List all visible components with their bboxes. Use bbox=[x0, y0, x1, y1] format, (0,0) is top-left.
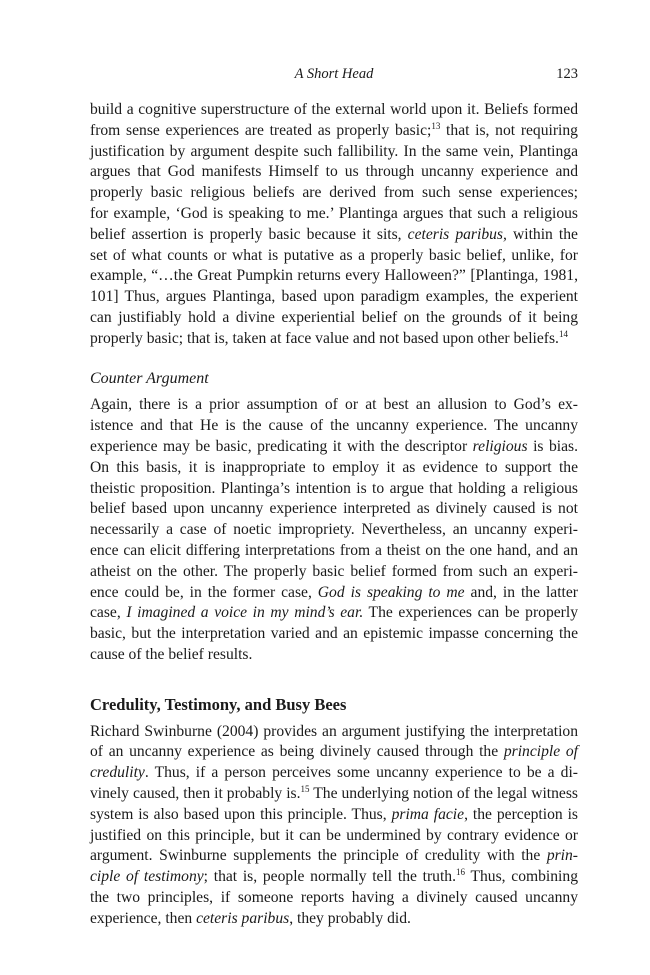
text-line: vinely caused, then it probably is.$^{15}$ The underlying notion of the legal witness bbox=[90, 783, 578, 802]
text-line: can justifiably hold a divine experiential belief on the grounds of it being bbox=[90, 308, 578, 326]
text-line: istence and that He is the cause of the uncanny experience. The uncanny bbox=[90, 417, 578, 435]
text-line: example, “…the Great Pumpkin returns every Halloween?” [Plantinga, 1981, bbox=[90, 267, 578, 285]
running-head bbox=[90, 66, 578, 86]
text-line: basic, but the interpretation varied and an epistemic impasse concerning the bbox=[90, 625, 578, 643]
text-line: system is also based upon this principle. Thus, prima facie, the perception is bbox=[90, 805, 578, 823]
text-line: ciple of testimony; that is, people normally tell the truth.$^{16}$ Thus, combining bbox=[90, 867, 578, 886]
text-line: set of what counts or what is putative as a properly basic belief, unlike, for bbox=[90, 246, 578, 264]
footnote-ref-16: 16 bbox=[456, 867, 466, 878]
paragraph-plantinga bbox=[90, 100, 578, 350]
text-line: argument. Swinburne supplements the principle of credulity with the prin- bbox=[90, 847, 578, 865]
section-heading: Credulity, Testimony, and Busy Bees bbox=[90, 694, 347, 714]
text-line: from sense experiences are treated as properly basic;$^{13}$ that is, not requiring bbox=[90, 120, 578, 139]
text-line: experience may be basic, predicating it with the descriptor religious is bias. bbox=[90, 437, 579, 455]
text-line: credulity. Thus, if a person perceives some uncanny experience to be a di- bbox=[90, 764, 578, 782]
text-line: 101] Thus, argues Plantinga, based upon paradigm examples, the experient bbox=[90, 288, 578, 306]
text-line: Again, there is a prior assumption of or at best an allusion to God’s ex- bbox=[90, 396, 578, 414]
text-line: belief based upon uncanny experience interpreted as divinely caused is not bbox=[90, 500, 578, 518]
paragraph-counter-argument bbox=[90, 395, 578, 665]
paragraph-swinburne bbox=[90, 722, 578, 930]
running-title: A Short Head bbox=[294, 66, 374, 82]
text-line: the two principles, if someone reports having a divinely caused uncanny bbox=[90, 888, 578, 906]
text-line: justification by argument despite such fallibility. In the same vein, Plantinga bbox=[90, 142, 578, 160]
text-line: belief assertion is properly basic because it sits, ceteris paribus, within the bbox=[90, 225, 578, 243]
footnote-ref-15: 15 bbox=[300, 783, 310, 794]
text-line: properly basic; that is, taken at face value and not based upon other beliefs.$^{14}$ bbox=[90, 328, 568, 347]
text-line: necessarily a case of noetic impropriety. Nevertheless, an uncanny experi- bbox=[90, 521, 578, 539]
text-line: cause of the belief results. bbox=[90, 645, 253, 663]
page-number: 123 bbox=[556, 66, 578, 82]
text-line: ence could be, in the former case, God is speaking to me and, in the latter bbox=[90, 583, 579, 601]
text-line: build a cognitive superstructure of the external world upon it. Beliefs formed bbox=[90, 101, 578, 118]
text-line: theistic proposition. Plantinga’s intention is to argue that holding a religious bbox=[90, 479, 578, 497]
text-line: atheist on the other. The properly basic belief formed from such an experi- bbox=[90, 562, 578, 580]
text-line: properly basic religious beliefs are derived from such sense experiences; bbox=[90, 184, 578, 202]
text-line: of an uncanny experience as being divinely caused through the principle of bbox=[90, 743, 578, 761]
text-line: experience, then ceteris paribus, they probably did. bbox=[90, 909, 411, 927]
text-line: Richard Swinburne (2004) provides an argument justifying the interpretation bbox=[90, 722, 578, 740]
text-line: On this basis, it is inappropriate to employ it as evidence to support the bbox=[90, 458, 578, 476]
text-line: justified on this principle, but it can be undermined by contrary evidence or bbox=[90, 826, 578, 844]
text-line: argues that God manifests Himself to us through uncanny experience and bbox=[90, 163, 578, 181]
page-body bbox=[90, 100, 578, 929]
subheading-counter-argument: Counter Argument bbox=[90, 369, 209, 387]
text-line: for example, ‘God is speaking to me.’ Plantinga argues that such a religious bbox=[90, 204, 578, 222]
footnote-ref-14: 14 bbox=[558, 328, 568, 339]
text-line: ence can elicit differing interpretations from a theist on the one hand, and an bbox=[90, 541, 578, 559]
footnote-ref-13: 13 bbox=[431, 120, 441, 131]
text-line: case, I imagined a voice in my mind’s ear. The experiences can be properly bbox=[90, 604, 578, 622]
